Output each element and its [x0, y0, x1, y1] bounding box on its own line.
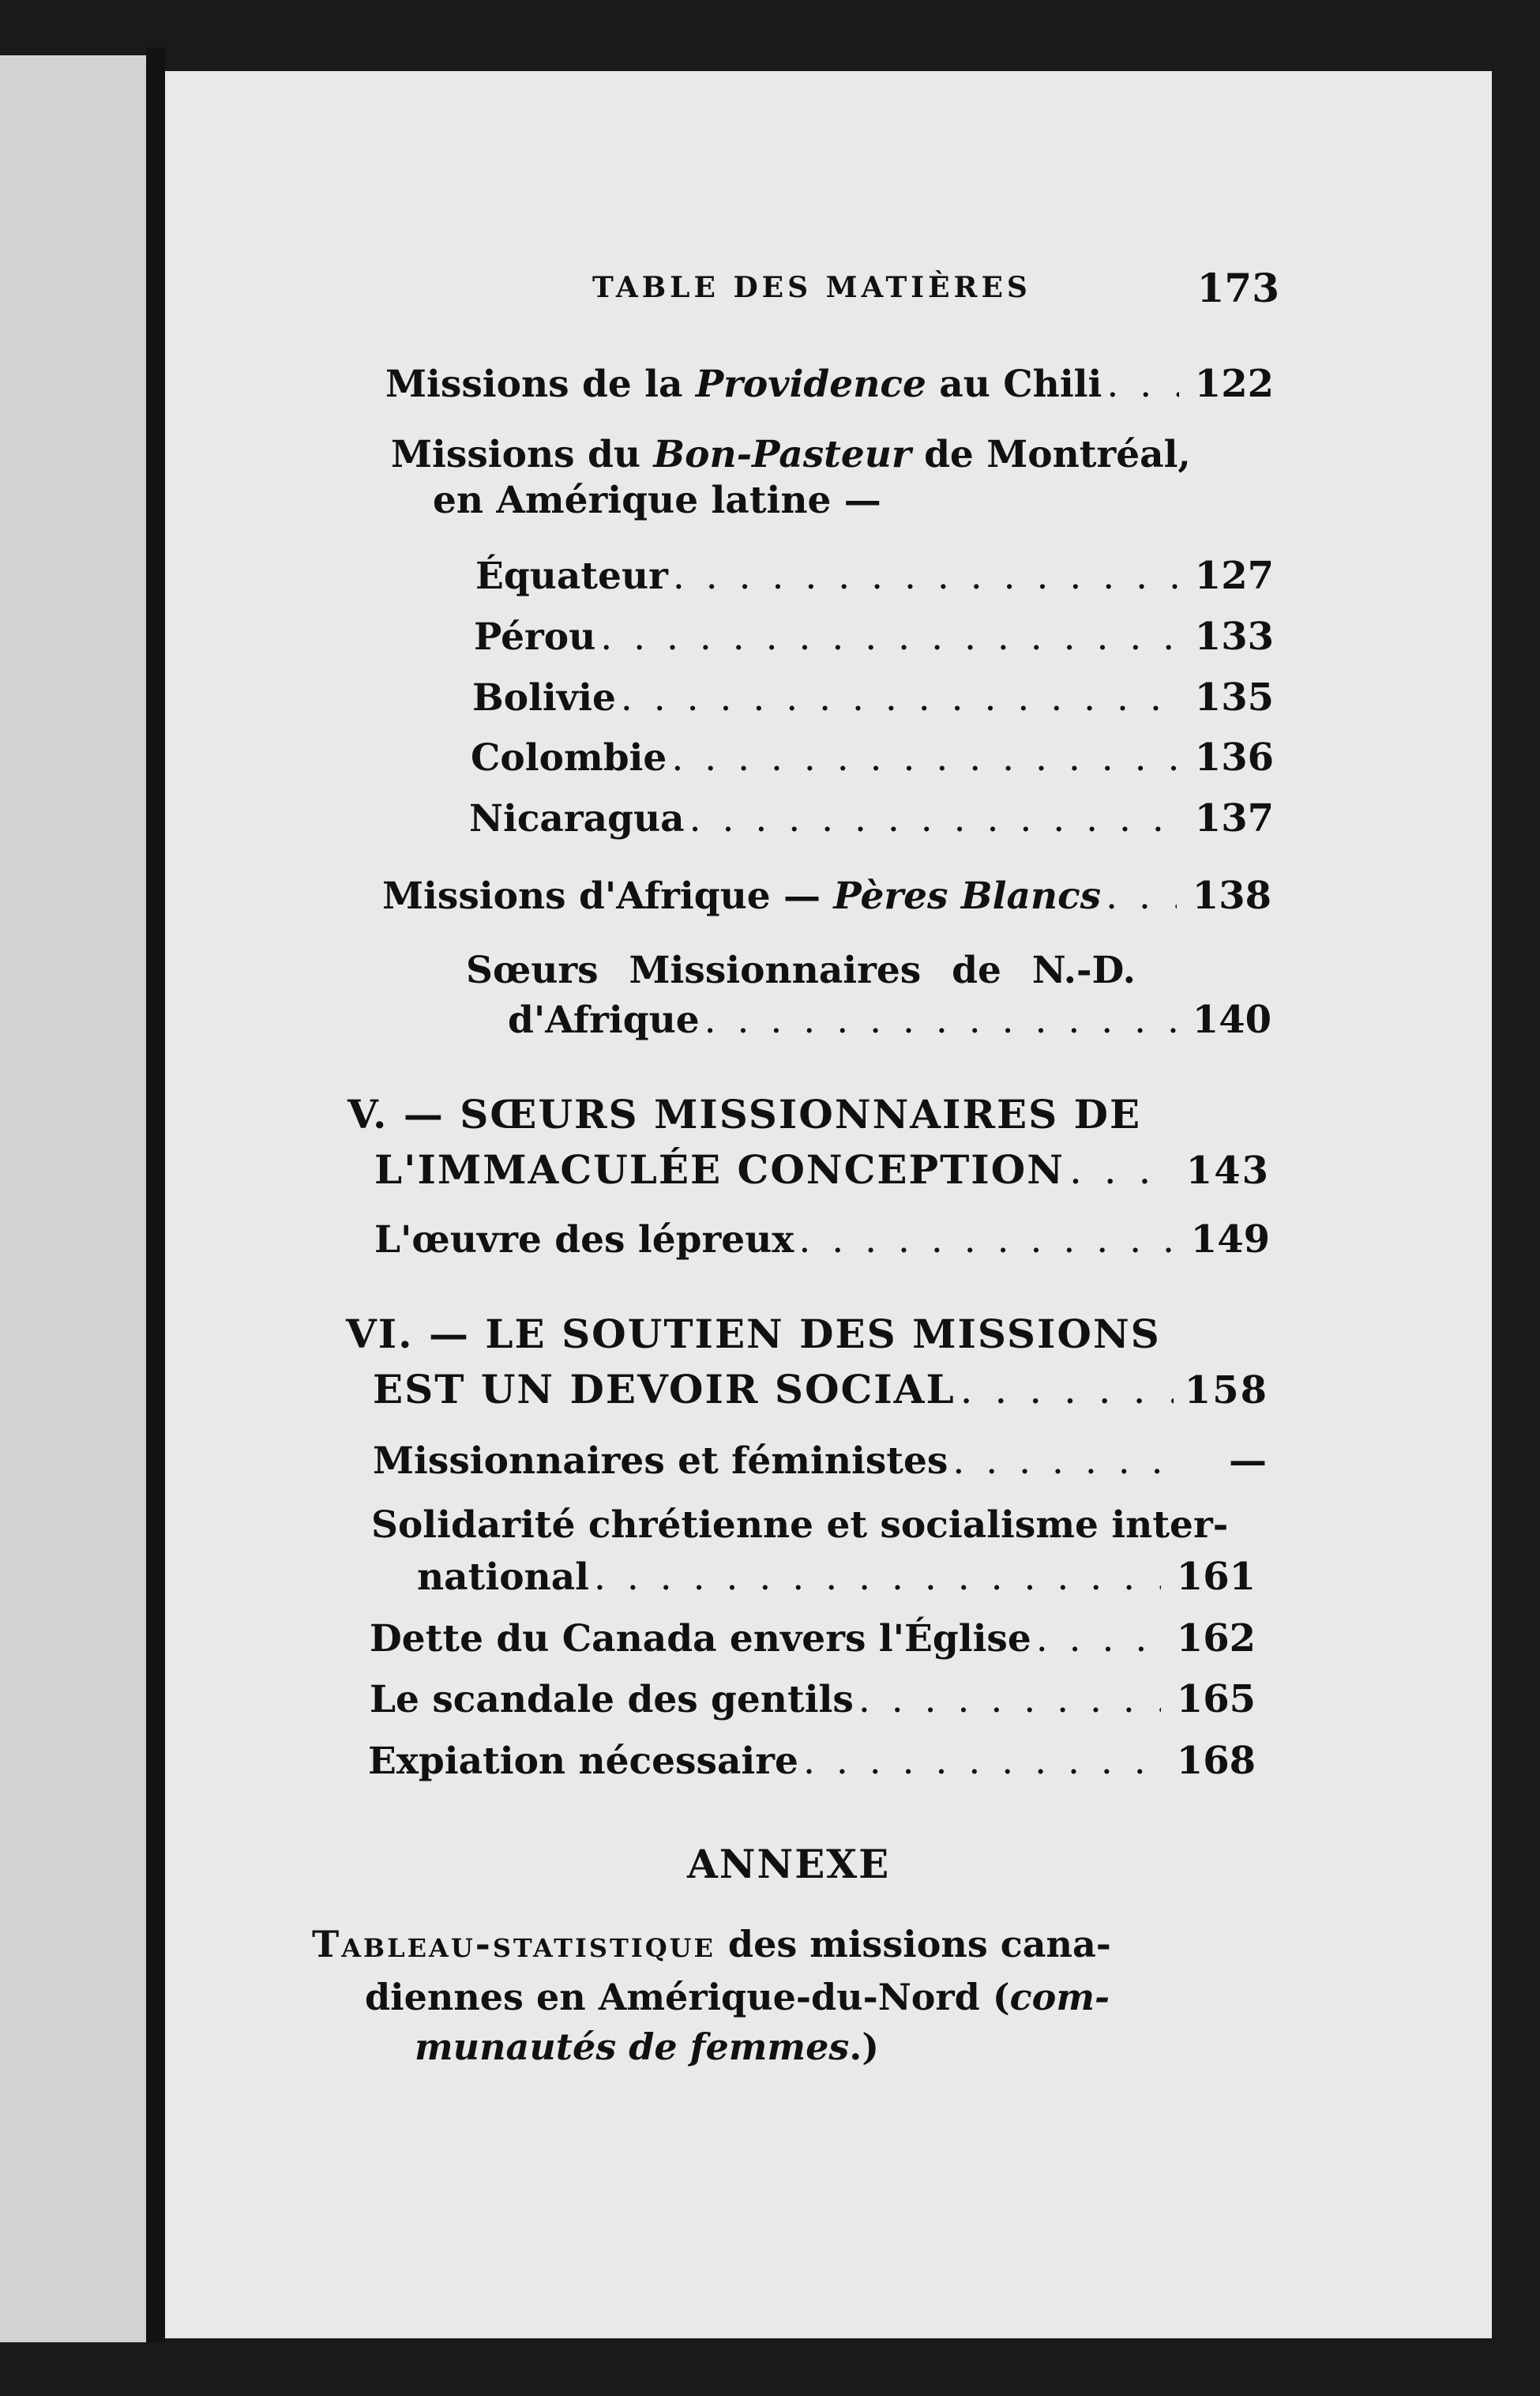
- entry-title: Équateur: [475, 555, 668, 598]
- toc-entry: [417, 1552, 1256, 1602]
- dot-leader: [704, 996, 1177, 1045]
- toc-entry: [370, 1675, 1256, 1725]
- entry-title: Missions d'Afrique — Pères Blancs: [382, 875, 1102, 918]
- entry-page: 138: [1192, 874, 1271, 918]
- annexe-heading: ANNEXE: [687, 1841, 891, 1887]
- header-title: TABLE DES MATIÈRES: [592, 271, 1031, 304]
- entry-page: 136: [1194, 735, 1274, 780]
- toc-entry-line1: Sœurs Missionnaires de N.-D.: [466, 949, 1136, 992]
- entry-title: Dette du Canada envers l'Église: [370, 1617, 1031, 1661]
- entry-page: 161: [1176, 1555, 1256, 1599]
- annexe-line1: Tableau-statistique des missions cana-: [312, 1923, 1111, 1965]
- toc-entry: [385, 359, 1274, 409]
- entry-page: 133: [1194, 615, 1274, 659]
- dot-leader: [1069, 1145, 1175, 1194]
- dot-leader: [1036, 1615, 1161, 1664]
- entry-page: 165: [1176, 1677, 1256, 1721]
- dot-leader: [798, 1216, 1175, 1265]
- dot-leader: [1106, 360, 1179, 409]
- entry-page: 135: [1194, 675, 1274, 720]
- entry-title: Le scandale des gentils: [370, 1678, 854, 1721]
- dot-leader: [689, 795, 1179, 844]
- toc-entry-line1: Missions du Bon-Pasteur de Montréal,: [391, 433, 1191, 476]
- toc-entry: [373, 1436, 1267, 1486]
- toc-entry: [474, 612, 1274, 662]
- toc-entry: [508, 995, 1271, 1045]
- toc-entry: [374, 1215, 1270, 1265]
- entry-title: Nicaragua: [469, 797, 685, 841]
- section-heading-line1: V. — SŒURS MISSIONNAIRES DE: [347, 1091, 1142, 1138]
- toc-entry-line1: Solidarité chrétienne et socialisme inter-: [371, 1503, 1229, 1547]
- toc-entry: [368, 1736, 1256, 1786]
- dot-leader: [673, 552, 1179, 601]
- entry-title: Missionnaires et féministes: [373, 1439, 948, 1483]
- entry-page: 137: [1194, 796, 1274, 841]
- dot-leader: [600, 613, 1179, 662]
- entry-page: —: [1229, 1439, 1267, 1483]
- annexe-line2: diennes en Amérique-du-Nord (com-: [365, 1976, 1110, 2018]
- toc-entry-line2: en Amérique latine —: [433, 479, 881, 522]
- entry-title: Missions de la Providence au Chili: [385, 363, 1102, 406]
- entry-title: Bolivie: [472, 676, 616, 720]
- header-page-number: 173: [1196, 265, 1279, 311]
- entry-title: L'œuvre des lépreux: [374, 1218, 794, 1262]
- entry-page: 122: [1194, 362, 1274, 406]
- dot-leader: [960, 1365, 1174, 1414]
- dot-leader: [621, 674, 1179, 723]
- entry-title: d'Afrique: [508, 999, 700, 1042]
- toc-entry: [471, 733, 1274, 783]
- toc-entry: [374, 1145, 1270, 1195]
- entry-page: 162: [1176, 1616, 1256, 1661]
- entry-title: Expiation nécessaire: [368, 1740, 798, 1783]
- dot-leader: [1106, 872, 1177, 921]
- toc-entry: [469, 794, 1274, 844]
- section-heading-line1: VI. — LE SOUTIEN DES MISSIONS: [346, 1311, 1161, 1357]
- entry-page: 143: [1185, 1149, 1270, 1193]
- entry-page: 140: [1192, 998, 1271, 1042]
- toc-entry: [472, 673, 1274, 723]
- dot-leader: [594, 1553, 1161, 1602]
- entry-page: 168: [1176, 1739, 1256, 1783]
- dot-leader: [952, 1437, 1172, 1486]
- toc-entry: [370, 1614, 1256, 1664]
- entry-title: L'IMMACULÉE CONCEPTION: [374, 1146, 1065, 1193]
- entry-title: Pérou: [474, 615, 596, 659]
- toc-entry: [382, 871, 1271, 921]
- entry-page: 158: [1184, 1368, 1268, 1412]
- dot-leader: [858, 1676, 1161, 1725]
- toc-entry: [373, 1365, 1268, 1415]
- toc-entry: [475, 551, 1274, 601]
- annexe-line3: munautés de femmes.): [415, 2026, 880, 2068]
- dot-leader: [803, 1737, 1161, 1786]
- entry-title: national: [417, 1555, 590, 1599]
- entry-title: EST UN DEVOIR SOCIAL: [373, 1366, 956, 1412]
- entry-title: Colombie: [471, 736, 667, 780]
- dot-leader: [671, 734, 1179, 783]
- entry-page: 149: [1190, 1217, 1270, 1262]
- entry-page: 127: [1194, 554, 1274, 598]
